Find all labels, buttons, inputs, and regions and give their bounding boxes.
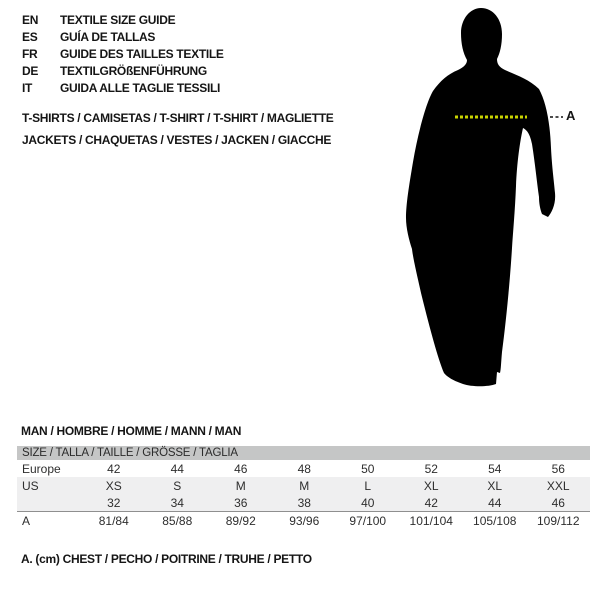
table-cell: XS	[105, 478, 122, 493]
table-cell: 52	[424, 461, 438, 476]
language-code: DE	[22, 64, 39, 78]
table-cell: L	[364, 478, 372, 493]
section-label-man: MAN / HOMBRE / HOMME / MANN / MAN	[21, 424, 242, 438]
language-title: TEXTILE SIZE GUIDE	[60, 13, 176, 27]
man-silhouette-figure	[400, 0, 595, 400]
table-cell: 44	[488, 495, 502, 510]
table-cell: 42	[107, 461, 121, 476]
table-cell: 109/112	[537, 513, 580, 528]
table-row	[17, 511, 590, 529]
language-row	[22, 63, 224, 80]
language-title: TEXTILGRÖßENFÜHRUNG	[60, 64, 207, 78]
table-cell: XXL	[546, 478, 570, 493]
language-code: EN	[22, 13, 39, 27]
measurement-footnote: A. (cm) CHEST / PECHO / POITRINE / TRUHE / PETTO	[21, 552, 312, 566]
table-cell: 46	[234, 461, 248, 476]
table-cell: 105/108	[473, 513, 517, 528]
man-silhouette-icon	[400, 0, 595, 400]
row-label: A	[22, 513, 31, 528]
table-cell: 38	[297, 495, 311, 510]
table-cell: XL	[423, 478, 439, 493]
size-table-header: SIZE / TALLA / TAILLE / GRÖSSE / TAGLIA	[17, 446, 590, 460]
table-cell: 48	[297, 461, 311, 476]
measure-label-a: A	[566, 108, 576, 123]
table-cell: 81/84	[98, 513, 129, 528]
table-cell: 93/96	[289, 513, 320, 528]
table-cell: 50	[361, 461, 375, 476]
table-cell: XL	[487, 478, 503, 493]
table-cell: 54	[488, 461, 502, 476]
language-row	[22, 46, 224, 63]
table-cell: 36	[234, 495, 248, 510]
size-table	[17, 446, 590, 529]
size-table-rows	[17, 460, 590, 529]
table-row	[17, 494, 590, 511]
table-cell: 34	[170, 495, 184, 510]
table-cell: 40	[361, 495, 375, 510]
table-row	[17, 477, 590, 494]
table-cell: 44	[170, 461, 184, 476]
language-row	[22, 80, 224, 97]
language-row	[22, 29, 224, 46]
garment-category-line: JACKETS / CHAQUETAS / VESTES / JACKEN / GIACCHE	[22, 133, 332, 147]
language-title: GUIDE DES TAILLES TEXTILE	[60, 47, 224, 61]
table-cell: 85/88	[162, 513, 193, 528]
language-code: IT	[22, 81, 33, 95]
language-title-list	[22, 12, 224, 97]
row-label: US	[22, 478, 39, 493]
table-cell: M	[235, 478, 246, 493]
garment-categories	[22, 107, 334, 151]
language-code: ES	[22, 30, 38, 44]
table-cell: S	[173, 478, 182, 493]
table-cell: 89/92	[225, 513, 256, 528]
garment-category-line: T-SHIRTS / CAMISETAS / T-SHIRT / T-SHIRT / MAGLIETTE	[22, 111, 334, 125]
table-cell: 42	[424, 495, 438, 510]
table-cell: 97/100	[349, 513, 387, 528]
table-row	[17, 460, 590, 477]
language-title: GUIDA ALLE TAGLIE TESSILI	[60, 81, 221, 95]
language-code: FR	[22, 47, 38, 61]
row-label: Europe	[22, 461, 61, 476]
table-cell: 32	[107, 495, 121, 510]
language-title: GUÍA DE TALLAS	[60, 30, 156, 44]
table-cell: 46	[551, 495, 565, 510]
table-cell: M	[299, 478, 310, 493]
language-row	[22, 12, 224, 29]
table-cell: 56	[551, 461, 565, 476]
table-cell: 101/104	[409, 513, 453, 528]
